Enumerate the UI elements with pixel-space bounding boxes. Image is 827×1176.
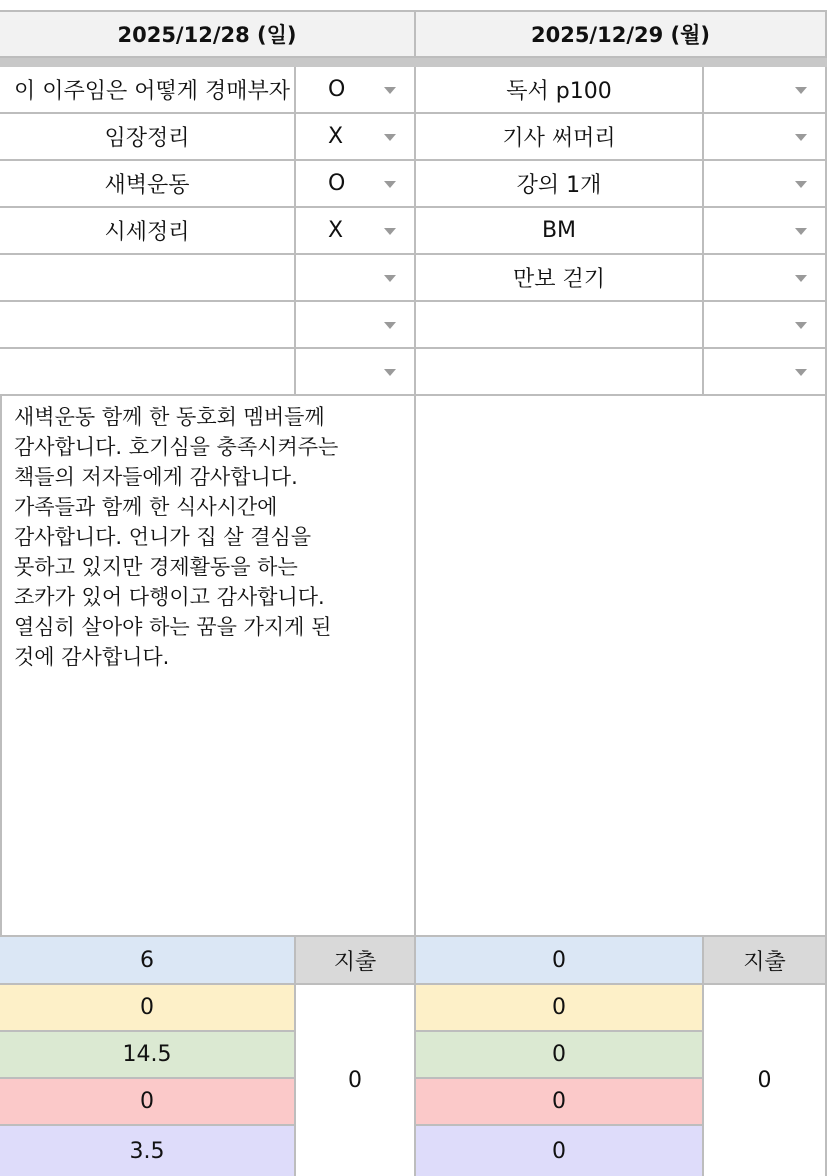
chevron-down-icon[interactable]: [384, 181, 396, 188]
task-cell-day1-r2[interactable]: [0, 114, 296, 161]
status-cell-day1-r4[interactable]: [296, 208, 416, 255]
status-cell-day2-r3[interactable]: [704, 161, 827, 208]
chevron-down-icon[interactable]: [795, 228, 807, 235]
expense-label-day1: 지출: [296, 937, 416, 985]
status-mark: O: [328, 171, 346, 196]
status-mark: X: [328, 218, 344, 243]
task-text: 강의 1개: [516, 173, 602, 198]
breakdown-cell-day2-r1[interactable]: 0: [416, 985, 704, 1032]
gratitude-note-day1[interactable]: [0, 396, 416, 937]
total-score-day1[interactable]: 6: [0, 937, 296, 985]
task-cell-day2-r2[interactable]: [416, 114, 704, 161]
gratitude-text: 새벽운동 함께 한 동호회 멤버들께 감사합니다. 호기심을 충족시켜주는 책들의 저자들에게 감사합니다. 가족들과 함께 한 식사시간에 감사합니다. 언니가 집 살 결심을 못하고 있지만 경제활동을 하는 조카가 있어 다행이고 감사합니다. 열심히 살아야 하는 꿈을 가지게 된 것에 감사합니다.: [14, 405, 339, 669]
task-text: 독서 p100: [506, 79, 612, 104]
status-cell-day2-r4[interactable]: [704, 208, 827, 255]
status-mark: O: [328, 77, 346, 102]
chevron-down-icon[interactable]: [384, 87, 396, 94]
chevron-down-icon[interactable]: [795, 369, 807, 376]
expense-value-day2[interactable]: 0: [704, 985, 827, 1176]
breakdown-cell-day1-r3[interactable]: 0: [0, 1079, 296, 1126]
gratitude-note-day2[interactable]: [416, 396, 827, 937]
task-text: 임장정리: [104, 126, 190, 151]
task-cell-day2-r5[interactable]: [416, 255, 704, 302]
date-header-day1[interactable]: 2025/12/28 (일): [0, 10, 416, 58]
task-cell-day1-r7[interactable]: [0, 349, 296, 396]
status-cell-day2-r5[interactable]: [704, 255, 827, 302]
status-cell-day1-r5[interactable]: [296, 255, 416, 302]
total-score-day2[interactable]: 0: [416, 937, 704, 985]
date-header-day2[interactable]: 2025/12/29 (월): [416, 10, 827, 58]
chevron-down-icon[interactable]: [795, 181, 807, 188]
status-cell-day1-r3[interactable]: [296, 161, 416, 208]
status-cell-day2-r2[interactable]: [704, 114, 827, 161]
task-text: BM: [541, 218, 577, 243]
chevron-down-icon[interactable]: [795, 134, 807, 141]
task-cell-day2-r7[interactable]: [416, 349, 704, 396]
chevron-down-icon[interactable]: [384, 369, 396, 376]
task-cell-day1-r3[interactable]: [0, 161, 296, 208]
expense-value-day1[interactable]: 0: [296, 985, 416, 1176]
task-cell-day1-r1[interactable]: [0, 67, 296, 114]
task-text: 기사 써머리: [502, 126, 616, 151]
header-separator: [0, 58, 827, 67]
chevron-down-icon[interactable]: [384, 275, 396, 282]
chevron-down-icon[interactable]: [384, 134, 396, 141]
task-cell-day1-r5[interactable]: [0, 255, 296, 302]
task-text: 새벽운동: [104, 173, 190, 198]
expense-label-day2: 지출: [704, 937, 827, 985]
status-cell-day1-r7[interactable]: [296, 349, 416, 396]
status-cell-day2-r1[interactable]: [704, 67, 827, 114]
status-cell-day1-r2[interactable]: [296, 114, 416, 161]
task-cell-day1-r4[interactable]: [0, 208, 296, 255]
status-cell-day1-r6[interactable]: [296, 302, 416, 349]
chevron-down-icon[interactable]: [795, 275, 807, 282]
chevron-down-icon[interactable]: [384, 228, 396, 235]
chevron-down-icon[interactable]: [795, 322, 807, 329]
task-cell-day2-r4[interactable]: [416, 208, 704, 255]
status-cell-day2-r6[interactable]: [704, 302, 827, 349]
breakdown-cell-day2-r2[interactable]: 0: [416, 1032, 704, 1079]
task-cell-day2-r1[interactable]: [416, 67, 704, 114]
task-text: 만보 걷기: [512, 267, 605, 292]
task-text: 이 이주임은 어떻게 경매부자: [13, 79, 290, 104]
breakdown-cell-day2-r4[interactable]: 0: [416, 1126, 704, 1176]
chevron-down-icon[interactable]: [384, 322, 396, 329]
status-mark: X: [328, 124, 344, 149]
breakdown-cell-day1-r1[interactable]: 0: [0, 985, 296, 1032]
task-cell-day2-r6[interactable]: [416, 302, 704, 349]
breakdown-cell-day1-r4[interactable]: 3.5: [0, 1126, 296, 1176]
chevron-down-icon[interactable]: [795, 87, 807, 94]
status-cell-day1-r1[interactable]: [296, 67, 416, 114]
status-cell-day2-r7[interactable]: [704, 349, 827, 396]
breakdown-cell-day1-r2[interactable]: 14.5: [0, 1032, 296, 1079]
task-cell-day1-r6[interactable]: [0, 302, 296, 349]
breakdown-cell-day2-r3[interactable]: 0: [416, 1079, 704, 1126]
task-cell-day2-r3[interactable]: [416, 161, 704, 208]
task-text: 시세정리: [104, 220, 190, 245]
